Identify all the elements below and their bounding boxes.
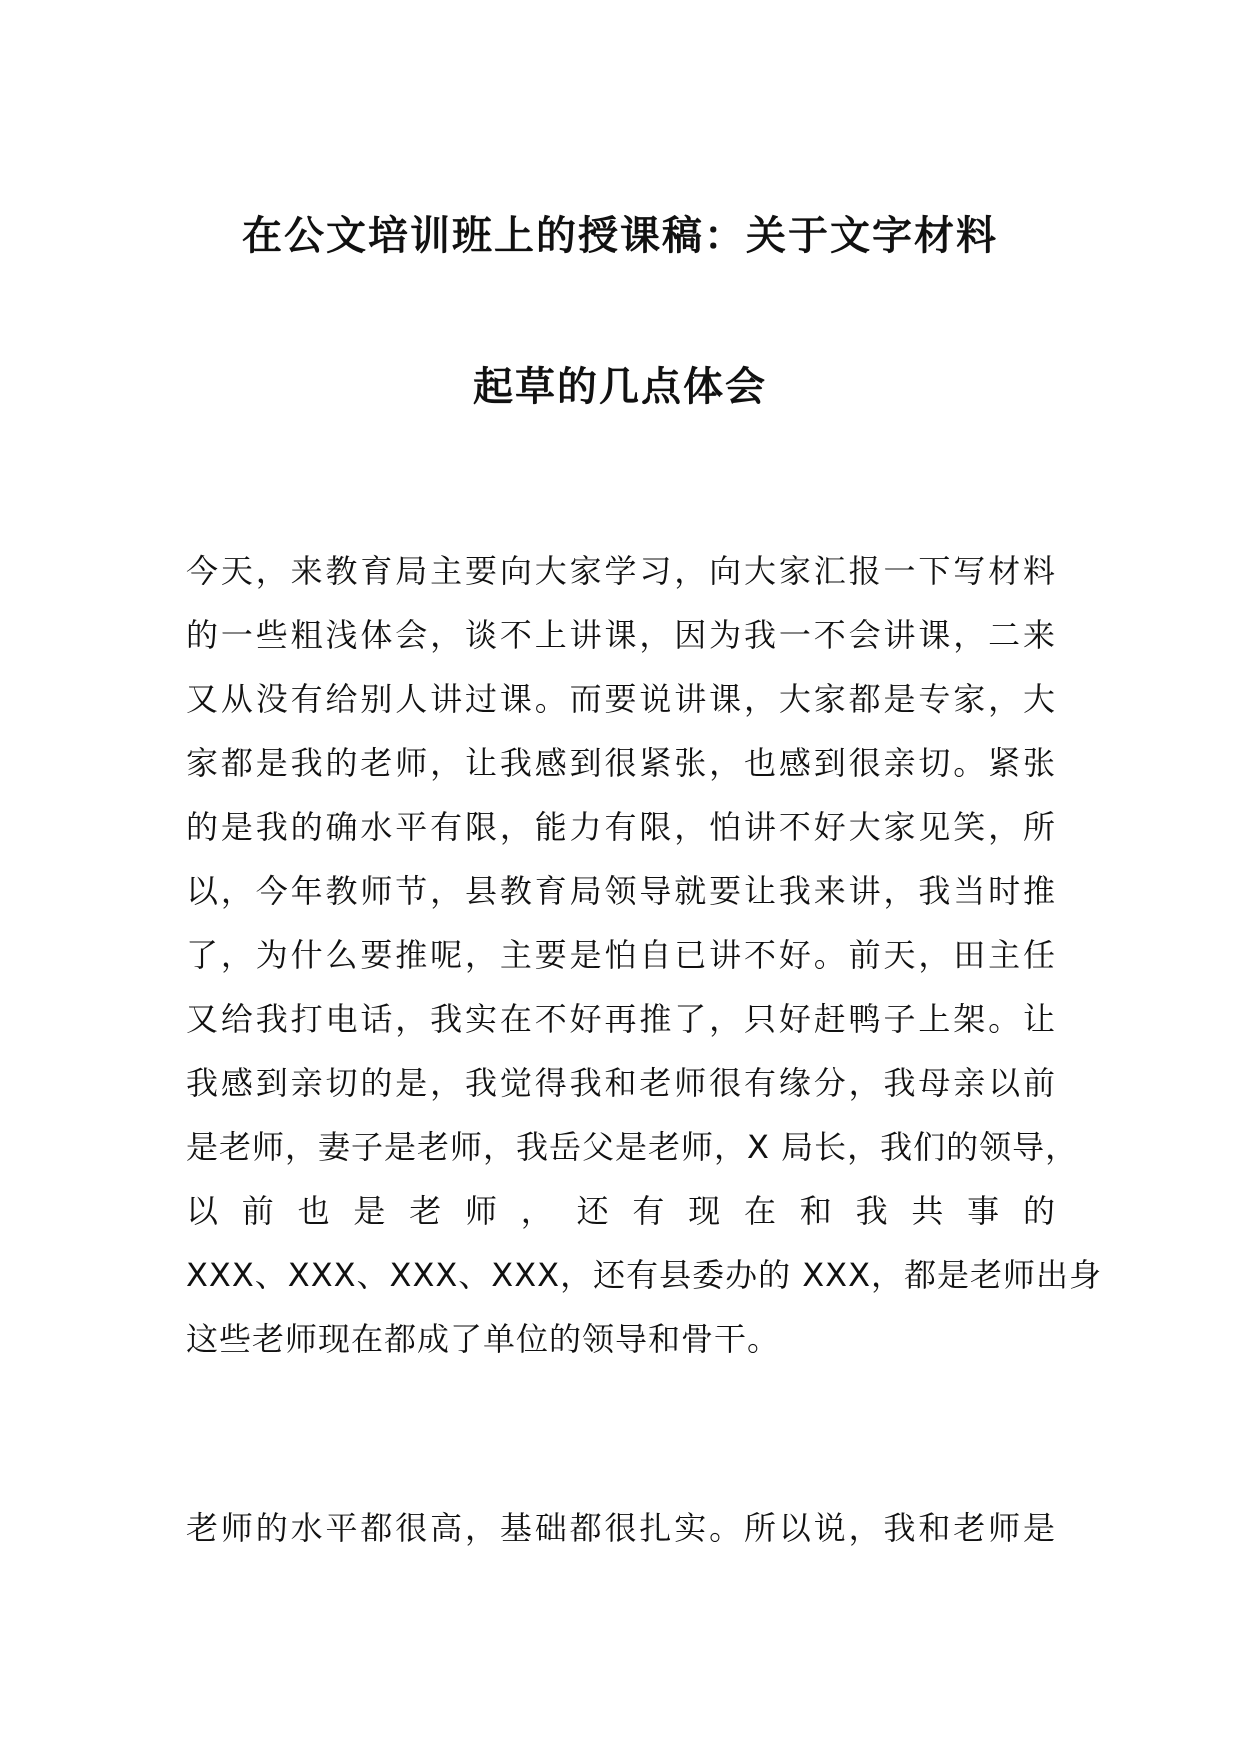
paragraph-2-line-1: 老师的水平都很高，基础都很扎实。所以说，我和老师是: [186, 1509, 1056, 1547]
paragraph-1-line-8: 又给我打电话，我实在不好再推了，只好赶鸭子上架。让: [186, 1000, 1056, 1038]
paragraph-1-line-2: 的一些粗浅体会，谈不上讲课，因为我一不会讲课，二来: [186, 616, 1056, 654]
document-title-line-1: 在公文培训班上的授课稿：关于文字材料: [242, 213, 998, 259]
paragraph-1-line-6: 以，今年教师节，县教育局领导就要让我来讲，我当时推: [186, 872, 1056, 910]
paragraph-1-line-11: 以 前 也 是 老 师 ， 还 有 现 在 和 我 共 事 的: [186, 1192, 1056, 1230]
paragraph-1-line-5: 的是我的确水平有限，能力有限，怕讲不好大家见笑，所: [186, 808, 1056, 846]
document-title-line-2: 起草的几点体会: [473, 364, 767, 410]
paragraph-1-line-3: 又从没有给别人讲过课。而要说讲课，大家都是专家，大: [186, 680, 1056, 718]
paragraph-1-line-12: XXX、XXX、XXX、XXX，还有县委办的 XXX，都是老师出身: [186, 1256, 1103, 1294]
paragraph-1-line-10: 是老师，妻子是老师，我岳父是老师，X 局长，我们的领导，: [186, 1128, 1079, 1166]
paragraph-1-line-1: 今天，来教育局主要向大家学习，向大家汇报一下写材料: [186, 552, 1056, 590]
paragraph-1-line-7: 了，为什么要推呢，主要是怕自已讲不好。前天，田主任: [186, 936, 1056, 974]
paragraph-1-line-9: 我感到亲切的是，我觉得我和老师很有缘分，我母亲以前: [186, 1064, 1056, 1102]
paragraph-1-line-4: 家都是我的老师，让我感到很紧张，也感到很亲切。紧张: [186, 744, 1056, 782]
paragraph-1-line-13: 这些老师现在都成了单位的领导和骨干。: [186, 1320, 781, 1358]
